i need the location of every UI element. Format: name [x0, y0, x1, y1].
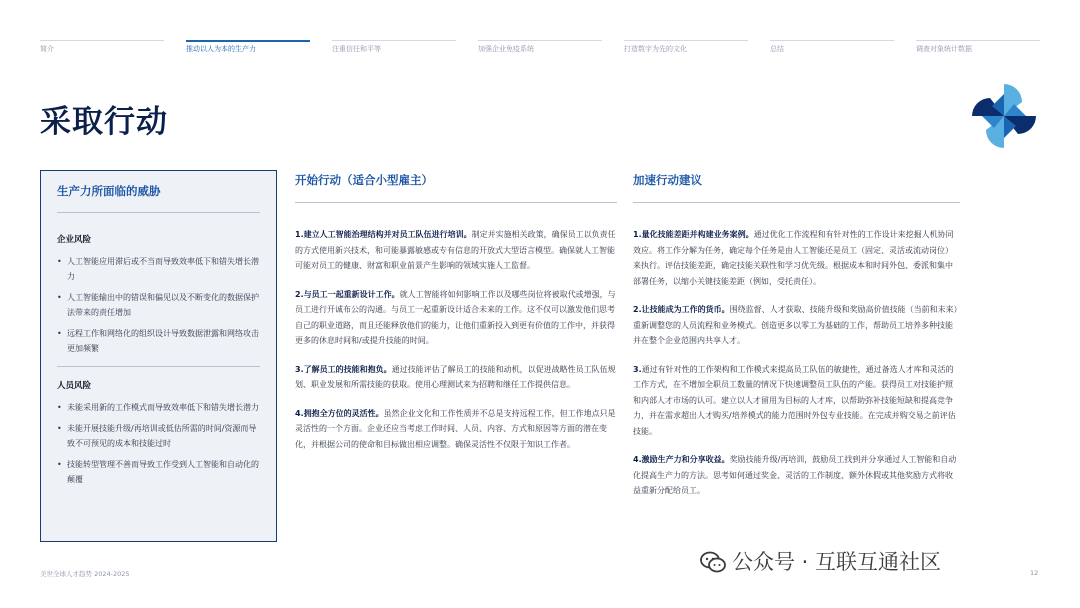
start-action-column — [295, 172, 617, 465]
accelerate-step — [633, 452, 960, 499]
step-heading: 了解员工的技能和抱负。 — [303, 364, 392, 374]
page-number: 12 — [1030, 569, 1039, 577]
step-number: 1. — [295, 230, 304, 239]
step-text: 制定并实施相关政策，确保员工以负责任的方式使用新兴技术，和可能暴露敏感或专有信息的开放式大型语言模型。确保就人工智能可能对员工的健康、财富和职业前景产生影响的领域实施人工监督。 — [295, 230, 616, 270]
step-heading: 激励生产力和分享收益。 — [641, 455, 730, 464]
divider — [57, 366, 260, 367]
nav-item-digital-culture[interactable]: 打造数字为先的文化 — [624, 40, 748, 54]
nav-item-intro[interactable]: 简介 — [40, 40, 164, 54]
start-step — [295, 362, 617, 393]
wechat-icon — [700, 551, 726, 573]
list-item: • 未能开展技能升级/再培训或低估所需的时间/资源而导致不可预见的成本和技能过时 — [57, 421, 260, 457]
nav-item-demographics[interactable]: 调查对象统计数据 — [916, 40, 1040, 54]
nav-item-productivity[interactable]: 推动以人为本的生产力 — [186, 40, 310, 54]
step-heading: 与员工一起重新设计工作。 — [303, 289, 400, 299]
page-title: 采取行动 — [40, 104, 168, 140]
list-item: • 人工智能输出中的错误和偏见以及不断变化的数据保护法带来的责任增加 — [57, 290, 260, 326]
step-number: 4. — [633, 455, 642, 464]
enterprise-risk-list — [57, 254, 260, 362]
step-text: 围绕监督、人才获取、技能升级和奖励高价值技能（当前和未来）重新调整您的人员流程和业务模式。创造更多以零工为基础的工作，帮助员工培养多种技能并在整个企业范围内共享人才。 — [633, 305, 958, 345]
start-step — [295, 406, 617, 453]
step-number: 3. — [633, 364, 642, 374]
list-item: • 人工智能应用滞后或不当而导致效率低下和错失增长潜力 — [57, 254, 260, 290]
step-number: 2. — [295, 289, 304, 299]
watermark-text: 公众号 · 互联互通社区 — [732, 550, 942, 574]
accelerate-action-title: 加速行动建议 — [633, 172, 960, 203]
start-action-title: 开始行动（适合小型雇主） — [295, 172, 617, 203]
step-text: 就人工智能将如何影响工作以及哪些岗位将被取代或增强，与员工进行开诚布公的沟通。与员工一起重新设计适合未来的工作。这不仅可以激发他们思考自己的职业道路，而且还能释放他们的能力，让他们重新投入到更有价值的工作中，并获得更多的休息时间和/或提升技能的时间。 — [295, 289, 616, 345]
step-heading: 拥抱全方位的灵活性。 — [303, 408, 384, 418]
step-heading: 让技能成为工作的货币。 — [641, 305, 730, 314]
start-step — [295, 287, 617, 349]
top-navigation — [40, 40, 1040, 54]
step-text: 通过技能评估了解员工的技能和动机，以促进战略性员工队伍规划、职业发展和所需技能的获取。使用心理测试来为招聘和继任工作提供信息。 — [295, 364, 616, 389]
people-risk-list — [57, 400, 260, 493]
nav-item-trust[interactable]: 注重信任和平等 — [332, 40, 456, 54]
list-item: • 技能转型管理不善而导致工作受到人工智能和自动化的颠覆 — [57, 457, 260, 493]
accelerate-action-column — [633, 172, 960, 512]
accelerate-step — [633, 302, 960, 349]
list-item: • 未能采用新的工作模式而导致效率低下和错失增长潜力 — [57, 400, 260, 421]
step-text: 奖励技能升级/再培训，鼓励员工找到并分享通过人工智能和自动化提高生产力的方法。思考如何通过奖金、灵活的工作制度、额外休假或其他奖励方式将收益重新分配给员工。 — [633, 455, 957, 495]
step-number: 1. — [633, 230, 642, 239]
accelerate-step — [633, 227, 960, 289]
step-heading: 建立人工智能治理结构并对员工队伍进行培训。 — [303, 230, 472, 239]
start-step — [295, 227, 617, 274]
pinwheel-logo-icon — [968, 80, 1040, 152]
accelerate-step — [633, 362, 960, 440]
threats-title: 生产力所面临的威胁 — [57, 183, 260, 213]
step-heading: 量化技能差距并构建业务案例。 — [641, 230, 754, 239]
list-item: • 远程工作和网络化的组织设计导致数据泄露和网络攻击更加频繁 — [57, 326, 260, 362]
nav-item-immunity[interactable]: 加强企业免疫系统 — [478, 40, 602, 54]
step-number: 4. — [295, 408, 304, 418]
step-text: 虽然企业文化和工作性质并不总是支持远程工作，但工作地点只是灵活性的一个方面。企业还应当考虑工作时间、人员、内容、方式和原因等方面的潜在变化，并根据公司的使命和目标做出相应调整。确保灵活性不仅限于知识工作者。 — [295, 408, 616, 449]
wechat-watermark — [700, 546, 941, 576]
enterprise-risk-heading: 企业风险 — [57, 235, 92, 245]
productivity-threats-panel — [40, 170, 277, 542]
footer-source: 美世全球人才趋势 2024-2025 — [40, 570, 130, 578]
people-risk-heading: 人员风险 — [57, 381, 92, 391]
step-number: 2. — [633, 305, 642, 314]
nav-item-summary[interactable]: 总结 — [770, 40, 894, 54]
step-text: 通过有针对性的工作架构和工作模式来提高员工队伍的敏捷性，通过备选人才库和灵活的工作方式，在不增加全职员工数量的情况下快速调整员工队伍的产能。获得员工对技能护照和内部人才市场的认可。建立以人才留用为目标的人才库，以帮助弥补技能短缺和提高竞争力，并在需求超出人才购买/培养模式的能力范围时外包专业技能。在完成并购交易之前评估技能。 — [633, 364, 956, 436]
step-number: 3. — [295, 364, 304, 374]
step-text: 通过优化工作流程和有针对性的工作设计来挖掘人机协同效应。将工作分解为任务，确定每个任务是由人工智能还是员工（固定、灵活或流动岗位）来执行。评估技能差距，确定技能关联性和学习优先级。根据成本和时间外包、委派和集中部署任务，以缩小关键技能差距（例如，受托责任）。 — [633, 230, 954, 286]
